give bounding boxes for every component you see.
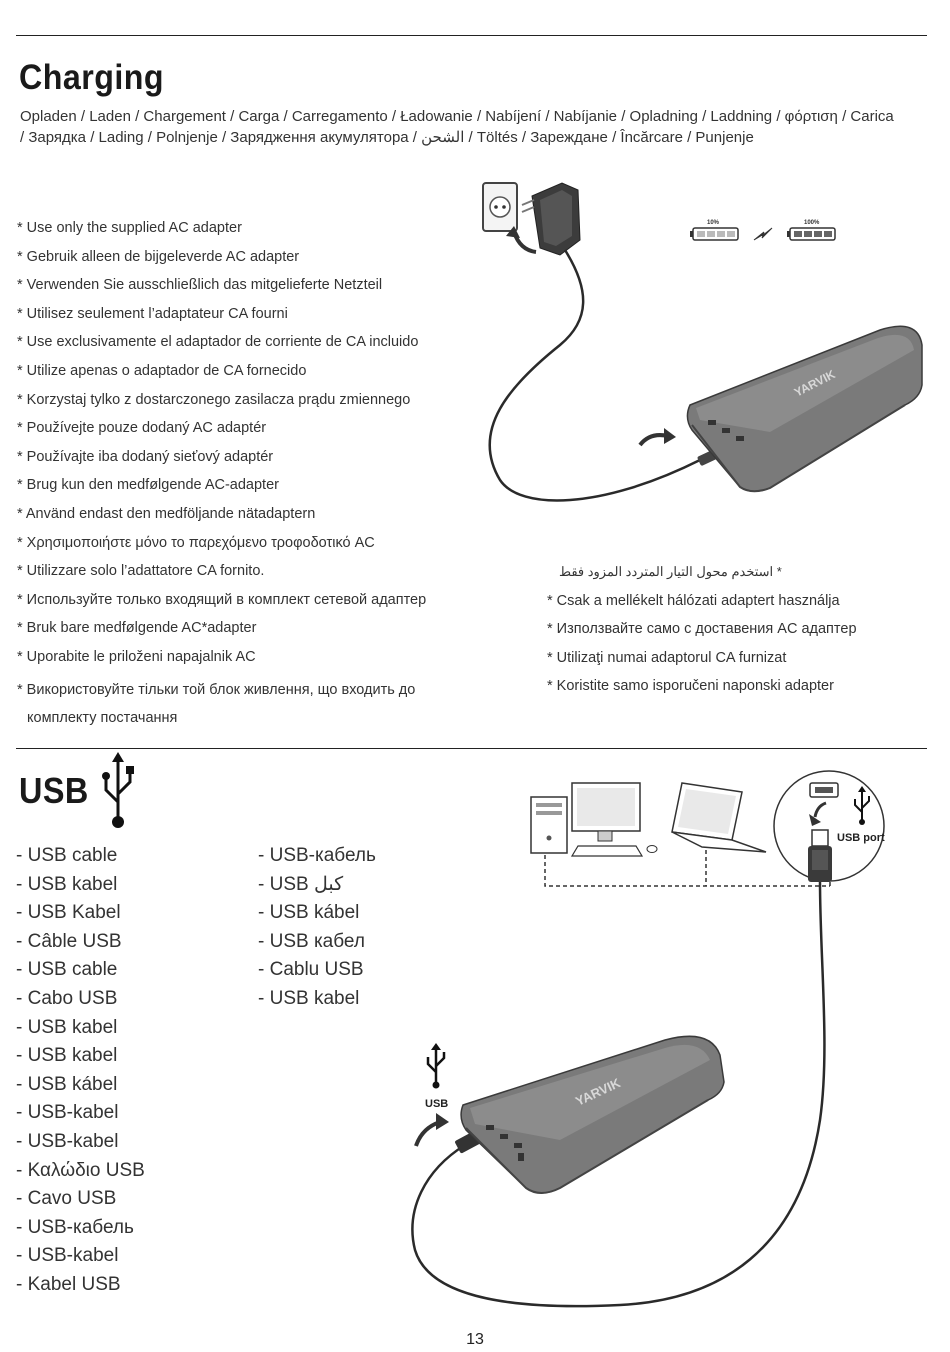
instruction-item: * Csak a mellékelt hálózati adaptert használja: [547, 592, 840, 609]
instruction-item: * Používajte iba dodaný sieťový adaptér: [17, 448, 274, 465]
list-item: - USB-кабель: [16, 1216, 134, 1238]
instruction-item: * Korzystaj tylko z dostarczonego zasilacza prądu zmiennego: [17, 391, 411, 408]
instruction-item: * Utilisez seulement l’adaptateur CA fourni: [17, 305, 288, 322]
instruction-item: * Använd endast den medföljande nätadaptern: [17, 505, 316, 522]
charging-subtitle: Opladen / Laden / Chargement / Carga / Carregamento / Ładowanie / Nabíjení / Nabíjanie / Opladning / Laddning / φόρτιση / Carica / Зарядка / Lading / Polnjenje / Зарядження акумулятора / الشحن / Töltés / Зареждане / Încărcare / Punjenje: [20, 108, 894, 146]
instruction-item: * Používejte pouze dodaný AC adaptér: [17, 420, 267, 437]
instruction-item: * Use exclusivamente el adaptador de corriente de CA incluido: [17, 334, 419, 351]
instruction-item: * Gebruik alleen de bijgeleverde AC adapter: [17, 248, 300, 265]
list-item: - USB kábel: [258, 902, 360, 924]
usb-tablet-label: USB: [425, 1098, 449, 1110]
list-item: - Kabel USB: [16, 1273, 121, 1295]
instruction-item: * Use only the supplied AC adapter: [17, 220, 242, 236]
list-item: - USB Kabel: [16, 902, 121, 924]
list-item: - USB cable: [16, 959, 118, 981]
list-item: - Cablu USB: [258, 959, 364, 981]
list-item: - USB kabel: [16, 873, 118, 895]
list-item: - USB kabel: [16, 1045, 118, 1067]
list-item: - USB-kabel: [16, 1130, 119, 1152]
instruction-item: * Utilizaţi numai adaptorul CA furnizat: [547, 649, 787, 666]
instruction-item: * Bruk bare medfølgende AC*adapter: [17, 620, 257, 637]
charging-title: Charging: [19, 58, 165, 97]
list-item: - USB cable: [16, 845, 118, 866]
instruction-item: * Uporabite le priloženi napajalnik AC: [17, 648, 256, 665]
list-item: - USB كبل: [258, 873, 344, 895]
instruction-item: * Используйте только входящий в комплект сетевой адаптер: [17, 591, 427, 608]
list-item: - Cavo USB: [16, 1188, 117, 1210]
list-item: - Καλώδιο USB: [16, 1159, 145, 1181]
list-item: - USB кабел: [258, 930, 365, 952]
svg-text:100%: 100%: [804, 220, 820, 226]
list-item: - USB kabel: [16, 1016, 118, 1038]
list-item: - USB-kabel: [16, 1102, 119, 1124]
svg-text:YARVIK: YARVIK: [573, 1075, 623, 1109]
list-item: - USB-кабель: [258, 845, 376, 866]
list-item: - Cabo USB: [16, 987, 118, 1009]
laptop-icon: [672, 783, 766, 852]
instruction-item: * Brug kun den medfølgende AC-adapter: [17, 477, 279, 494]
instruction-item: * Utilize apenas o adaptador de CA fornecido: [17, 362, 307, 379]
instruction-item: * Utilizzare solo l’adattatore CA fornito.: [17, 563, 265, 580]
instruction-item: * Verwenden Sie ausschließlich das mitgelieferte Netzteil: [17, 277, 383, 294]
instruction-item: * Използвайте само с доставения AC адаптер: [547, 621, 857, 638]
svg-text:YARVIK: YARVIK: [791, 367, 838, 400]
instruction-item: * Χρησιμοποιήστε μόνο το παρεχόμενο τροφοδοτικό AC: [17, 534, 375, 551]
list-item: - USB kabel: [258, 987, 360, 1009]
instruction-item: * استخدم محول التيار المتردد المزود فقط: [559, 564, 782, 579]
list-item: - USB-kabel: [16, 1245, 119, 1267]
page-number: 13: [466, 1331, 484, 1348]
usb-title: USB: [19, 770, 89, 811]
svg-text:10%: 10%: [707, 220, 720, 226]
usb-symbol-tablet-icon: [428, 1043, 444, 1089]
list-item: - USB kábel: [16, 1073, 118, 1095]
usb-port-label: USB port: [837, 832, 885, 844]
usb-plug-icon: [808, 830, 832, 882]
list-item: - Câble USB: [16, 930, 122, 952]
instruction-item: * Використовуйте тільки той блок живлення, що входить до комплекту постачання: [17, 681, 416, 727]
tablet-device-usb: [461, 1036, 724, 1193]
desktop-computer-icon: [531, 783, 657, 856]
instruction-item: * Koristite samo isporučeni naponski adapter: [547, 678, 834, 695]
